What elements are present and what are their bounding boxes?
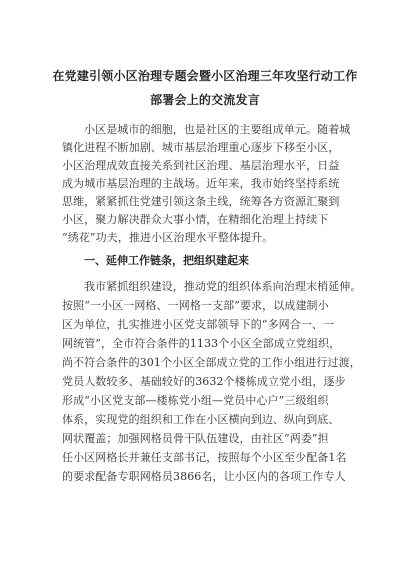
section-paragraph-line: 党员人数较多、基础较好的3632个楼栋成立党小组，逐步 bbox=[62, 375, 346, 388]
section-paragraph-line: 任小区网格长并兼任支部书记，按照每个小区至少配备1名 bbox=[62, 451, 347, 464]
intro-paragraph-line: “绣花”功夫，推进小区治理水平整体提升。 bbox=[62, 231, 274, 244]
section-heading: 一、延伸工作链条，把组织建起来 bbox=[84, 254, 249, 267]
intro-paragraph-line: 小区是城市的细胞，也是社区的主要组成单元。随着城 bbox=[84, 123, 351, 136]
section-paragraph-line: 网状覆盖；加强网格员骨干队伍建设，由社区“两委”担 bbox=[62, 432, 329, 445]
section-paragraph-line: 区为单位，扎实推进小区党支部领导下的“多网合一、一 bbox=[62, 318, 335, 331]
section-paragraph-line: 网统管”，全市符合条件的1133个小区全部成立党组织， bbox=[62, 337, 341, 350]
section-paragraph-line: 我市紧抓组织建设，推动党的组织体系向治理末梢延伸。 bbox=[84, 280, 362, 293]
document-title-line-1: 在党建引领小区治理专题会暨小区治理三年攻坚行动工作 bbox=[52, 69, 358, 83]
section-paragraph-line: 的要求配备专职网格员3866名，让小区内的各项工作专人 bbox=[62, 470, 346, 483]
intro-paragraph-line: 思维，紧紧抓住党建引领这条主线，统筹各方资源汇聚到 bbox=[62, 195, 340, 208]
document-title-line-2: 部署会上的交流发言 bbox=[150, 93, 260, 107]
section-paragraph-line: 形成“小区党支部—楼栋党小组—党员中心户”三级组织 bbox=[62, 394, 329, 407]
section-paragraph-line: 尚不符合条件的301个小区全部成立党的工作小组进行过渡， bbox=[62, 356, 361, 369]
intro-paragraph-line: 镇化进程不断加剧、城市基层治理重心逐步下移至小区， bbox=[62, 141, 340, 154]
section-paragraph-line: 体系，实现党的组织和工作在小区横向到边、纵向到底、 bbox=[62, 413, 340, 426]
intro-paragraph-line: 成为城市基层治理的主战场。近年来，我市始终坚持系统 bbox=[62, 177, 340, 190]
section-paragraph-line: 按照“一小区一网格、一网格一支部”要求，以成建制小 bbox=[62, 299, 329, 312]
intro-paragraph-line: 小区治理成效直接关系到社区治理、基层治理水平，日益 bbox=[62, 159, 340, 172]
intro-paragraph-line: 小区，聚力解决群众大事小情，在精细化治理上持续下 bbox=[62, 213, 329, 226]
